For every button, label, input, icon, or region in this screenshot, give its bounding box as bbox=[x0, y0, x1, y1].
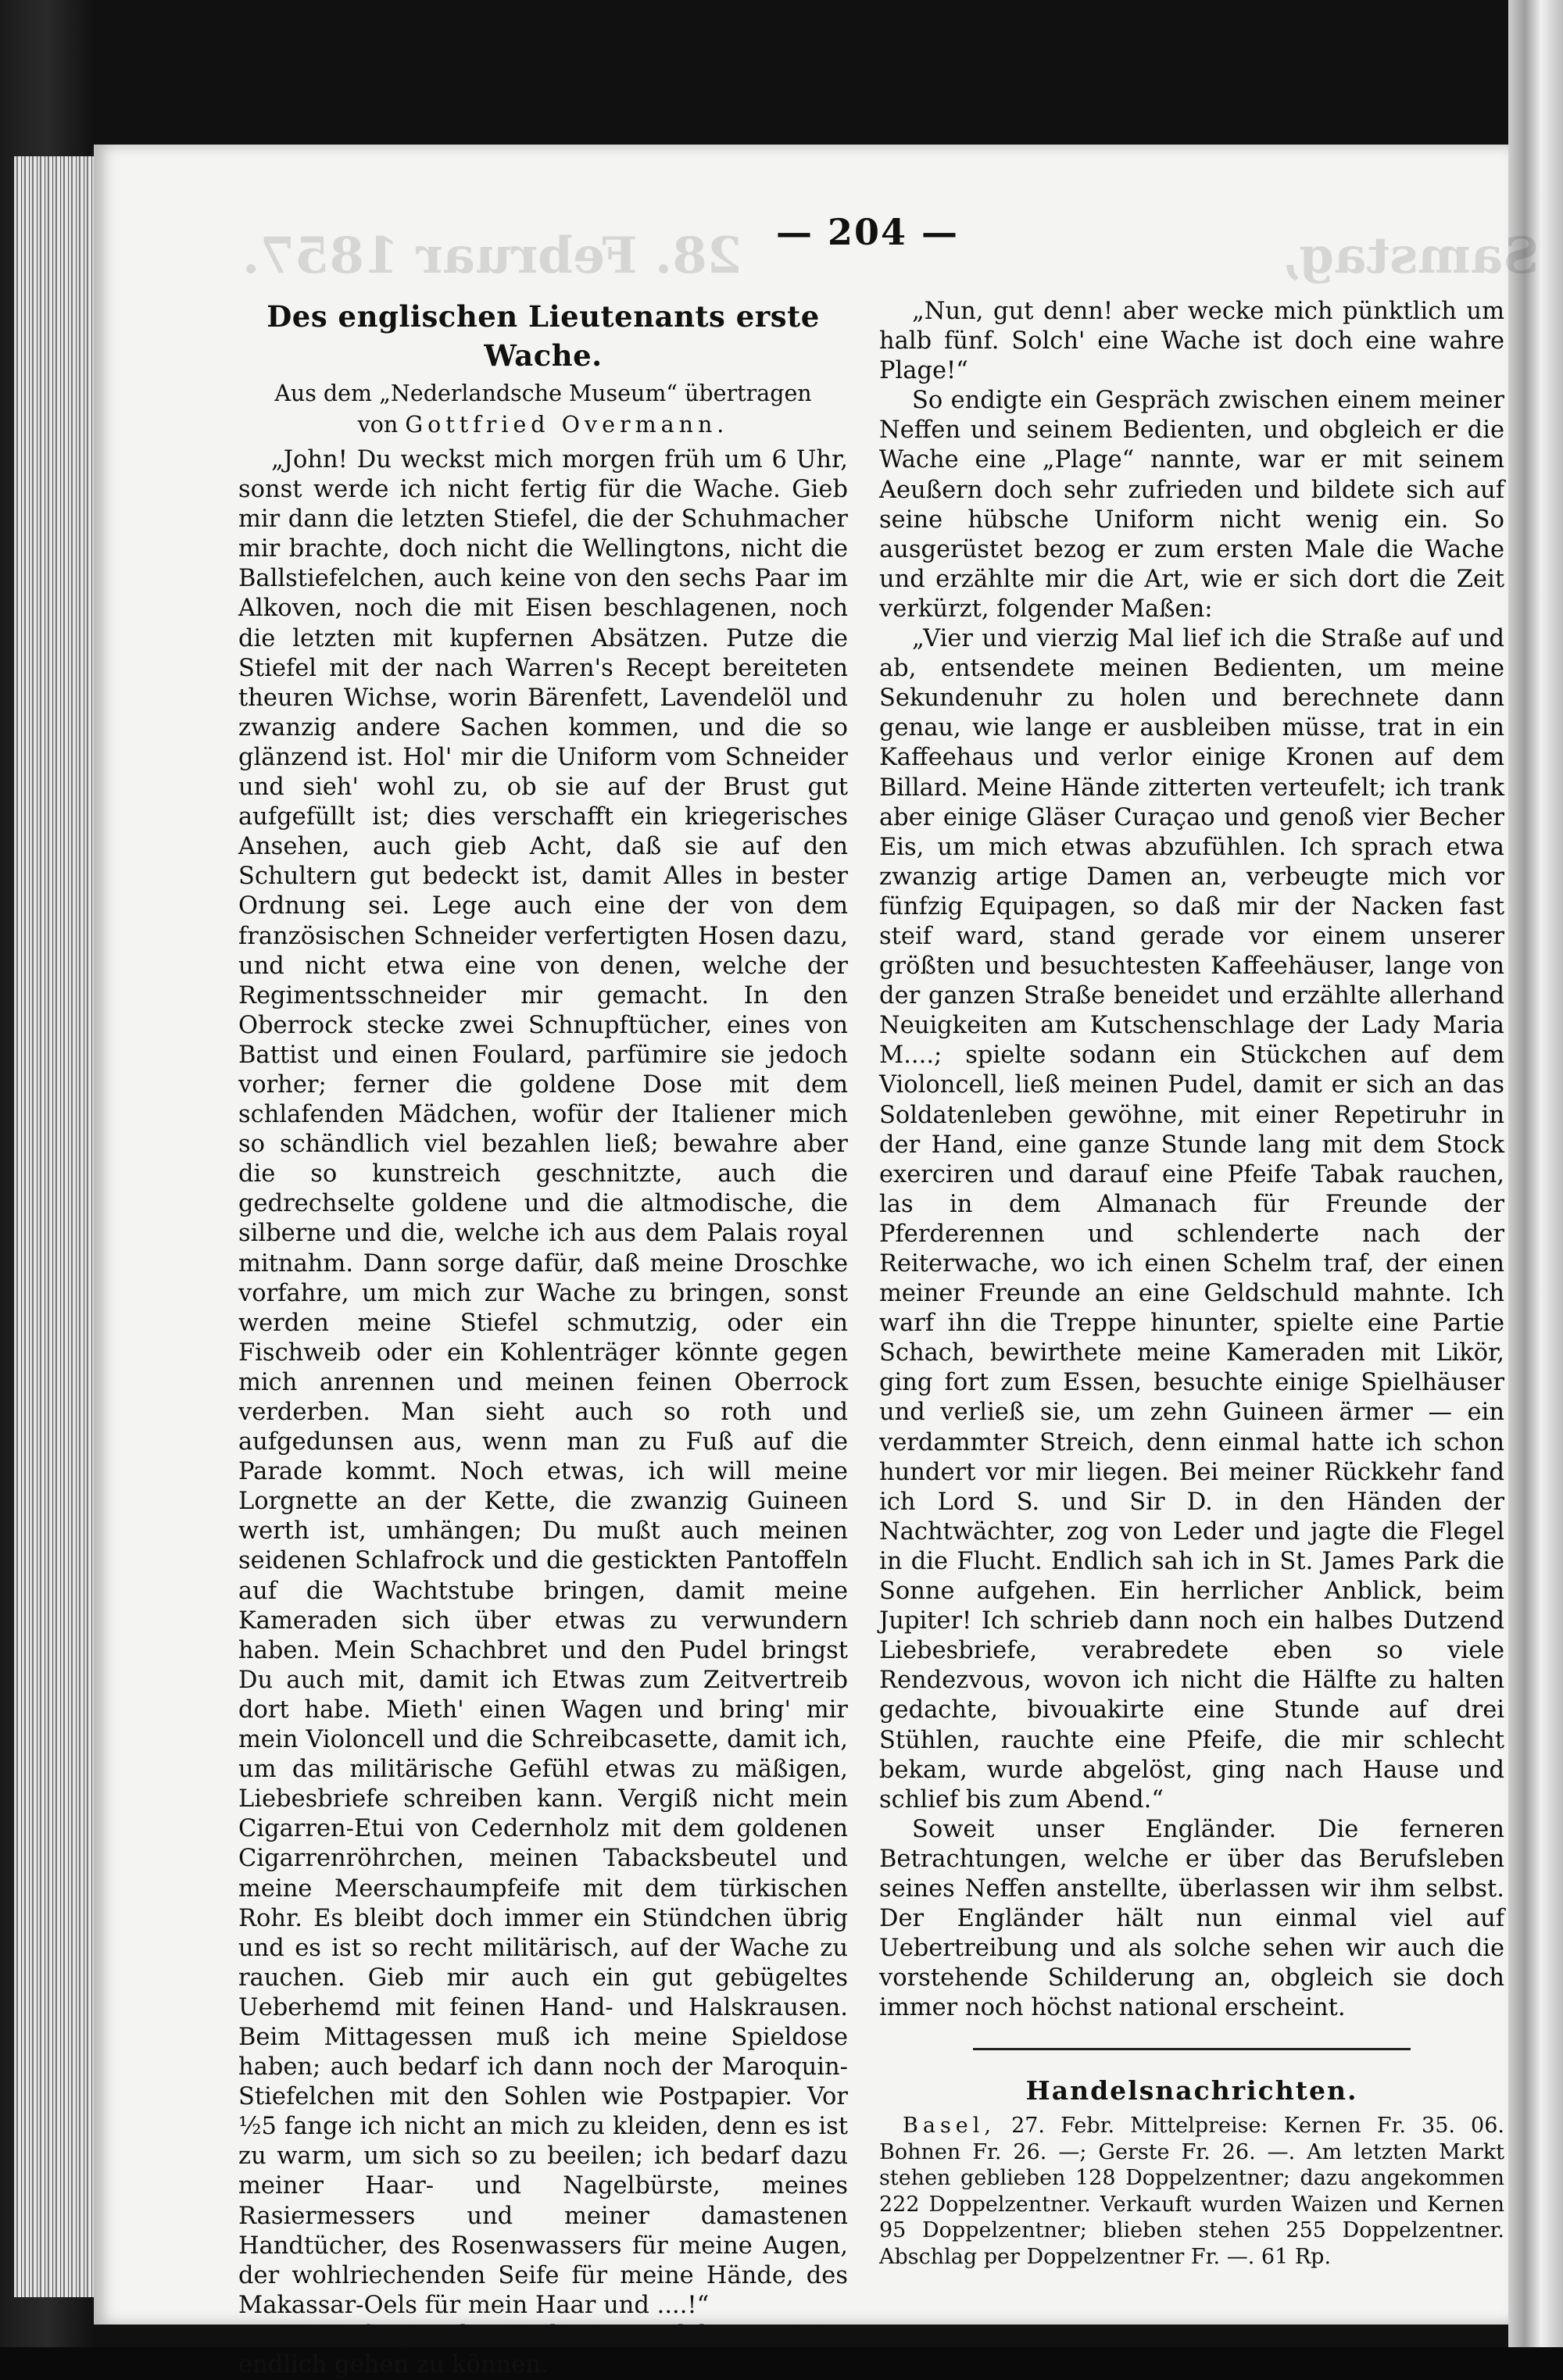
book-page-edges bbox=[14, 156, 100, 2297]
article-paragraph: „John! Du weckst mich morgen früh um 6 Uhr, sonst werde ich nicht fertig für die Wache. Gieb mir dann die letzten Stiefel, die der Schuhmacher mir brachte, doch nicht die Wellingtons, nicht die Ballstiefelchen, auch keine von den sechs Paar im Alkoven, noch die mit Eisen beschlagenen, noch die letzten mit kupfernen Absätzen. Putze die Stiefel mit der nach Warren's Recept bereiteten theuren Wichse, worin Bärenfett, Lavendelöl und zwanzig andere Sachen kommen, und die so glänzend ist. Hol' mir die Uniform vom Schneider und sieh' wohl zu, ob sie auf der Brust gut aufgefüllt ist; dies verschafft ein kriegerisches Ansehen, auch gieb Acht, daß sie auf den Schultern gut bedeckt ist, damit Alles in bester Ordnung sei. Lege auch eine der von dem französischen Schneider verfertigten Hosen dazu, und nicht etwa eine von denen, welche der Regimentsschneider mir gemacht. In den Oberrock stecke zwei Schnupftücher, eines von Battist und einen Foulard, parfümire sie jedoch vorher; ferner die goldene Dose mit dem schlafenden Mädchen, wofür der Italiener mich so schändlich viel bezahlen ließ; bewahre aber die so kunstreich geschnitzte, auch die gedrechselte goldene und die altmodische, die silberne und die, welche ich aus dem Palais royal mitnahm. Dann sorge dafür, daß meine Droschke vorfahre, um mich zur Wache zu bringen, sonst werden meine Stiefel schmutzig, oder ein Fischweib oder ein Kohlenträger könnte gegen mich anrennen und meinen feinen Oberrock verderben. Man sieht auch so roth und aufgedunsen aus, wenn man zu Fuß auf die Parade kommt. Noch etwas, ich will meine Lorgnette an der Kette, die zwanzig Guineen werth ist, umhängen; Du mußt auch meinen seidenen Schlafrock und die gestickten Pantoffeln auf die Wachtstube bringen, damit meine Kameraden sich über etwas zu verwundern haben. Mein Schachbret und den Pudel bringst Du auch mit, damit ich Etwas zum Zeitvertreib dort habe. Mieth' einen Wagen und bring' mir mein Violoncell und die Schreibcasette, damit ich, um das militärische Gefühl etwas zu mäßigen, Liebesbriefe schreiben kann. Vergiß nicht mein Cigarren-Etui von Cedernholz mit dem goldenen Cigarrenröhrchen, meinen Tabacksbeutel und meine Meerschaumpfeife mit dem türkischen Rohr. Es bleibt doch immer ein Stündchen übrig und es ist so recht militärisch, auf der Wache zu rauchen. Gieb mir auch ein gut gebügeltes Ueberhemd mit feinen Hand- und Halskrausen. Beim Mittagessen muß ich meine Spieldose haben; auch bedarf ich dann noch der Maroquin-Stiefelchen mit den Sohlen wie Postpapier. Vor ½5 fange ich nicht an mich zu kleiden, denn es ist zu warm, um sich so zu beeilen; ich bedarf dazu meiner Haar- und Nagelbürste, meines Rasiermessers und meiner damastenen Handtücher, des Rosenwassers für meine Augen, der wohlriechenden Seife für meine Hände, des Makassar-Oels für mein Haar und ....!“ bbox=[238, 446, 848, 2319]
right-column bbox=[879, 297, 1504, 2270]
translator-name: Gottfried Overmann. bbox=[405, 412, 729, 438]
article-paragraph: So endigte ein Gespräch zwischen einem meiner Neffen und seinem Bedienten, und obgleich er die Wache eine „Plage“ nannte, war er mit seinem Aeußern doch sehr zufrieden und bildete sich auf seine hübsche Uniform nicht wenig ein. So ausgerüstet bezog er zum ersten Male die Wache und erzählte mir die Art, wie er sich dort die Zeit verkürzt, folgender Maßen: bbox=[879, 387, 1504, 623]
article-subtitle: Aus dem „Nederlandsche Museum“ übertragen bbox=[274, 381, 812, 406]
bleed-through-text-left: 28. Februar 1857. bbox=[242, 227, 742, 285]
bleed-through-text-right: Samstag, bbox=[1282, 227, 1540, 285]
article-paragraph: Soweit unser Engländer. Die ferneren Betrachtungen, welche er über das Berufsleben seines Neffen anstellte, überlassen wir ihm selbst. Der Engländer hält nun einmal viel auf Uebertreibung und als solche sehen wir auch die vorstehende Schilderung an, obgleich sie doch immer noch höchst national erscheint. bbox=[879, 1815, 1504, 2022]
article-paragraph: „Sir?“ fragte der Bediente, welcher meinte, endlich gehen zu können. bbox=[238, 2321, 848, 2378]
section-divider bbox=[973, 2048, 1411, 2050]
article-translator bbox=[238, 409, 848, 441]
page-number: — 204 — bbox=[775, 211, 960, 253]
trade-news-heading: Handelsnachrichten. bbox=[1025, 2075, 1358, 2107]
translator-prefix: von bbox=[357, 412, 399, 438]
trade-news-entry bbox=[879, 2113, 1504, 2270]
left-column bbox=[238, 297, 848, 2380]
article-title: Des englischen Lieutenants erste Wache. bbox=[266, 299, 820, 373]
article-paragraph: „Nun, gut denn! aber wecke mich pünktlich um halb fünf. Solch' eine Wache ist doch eine wahre Plage!“ bbox=[879, 298, 1504, 385]
trade-news-text: 27. Febr. Mittelpreise: Kernen Fr. 35. 06. Bohnen Fr. 26. —; Gerste Fr. 26. —. Am letzten Markt stehen geblieben 128 Doppelzentner; dazu angekommen 222 Doppelzentner. Verkauft wurden Waizen und Kernen 95 Doppelzentner; blieben stehen 255 Doppelzentner. Abschlag per Doppelzentner Fr. —. 61 Rp. bbox=[879, 2114, 1505, 2269]
trade-news-city: Basel, bbox=[903, 2114, 996, 2139]
article-paragraph: „Vier und vierzig Mal lief ich die Straße auf und ab, entsendete meinen Bedienten, um meine Sekundenuhr zu holen und berechnete dann genau, wie lange er ausbleiben müsse, trat in ein Kaffeehaus und verlor einige Kronen auf dem Billard. Meine Hände zitterten verteufelt; ich trank aber einige Gläser Curaçao und genoß vier Becher Eis, um mich etwas abzufühlen. Ich sprach etwa zwanzig artige Damen an, verbeugte mich vor fünfzig Equipagen, so daß mir der Nacken fast steif ward, stand gerade vor einem unserer größten und besuchtesten Kaffeehäuser, lange von der ganzen Straße beneidet und erzählte allerhand Neuigkeiten am Kutschenschlage der Lady Maria M....; spielte sodann ein Stückchen auf dem Violoncell, ließ meinen Pudel, damit er sich an das Soldatenleben gewöhne, mit einer Repetiruhr in der Hand, eine ganze Stunde lang mit dem Stock exerciren und darauf eine Pfeife Tabak rauchen, las in dem Almanach für Freunde der Pferderennen und schlenderte nach der Reiterwache, wo ich einen Schelm traf, der einen meiner Freunde an eine Geldschuld mahnte. Ich warf ihn die Treppe hinunter, spielte eine Partie Schach, bewirthete meine Kameraden mit Likör, ging fort zum Essen, besuchte einige Spielhäuser und verließ sie, um zehn Guineen ärmer — ein verdammter Streich, denn einmal hatte ich schon hundert vor mir liegen. Bei meiner Rückkehr fand ich Lord S. und Sir D. in den Händen der Nachtwächter, zog von Leder und jagte die Flegel in die Flucht. Endlich sah ich in St. James Park die Sonne aufgehen. Ein herrlicher Anblick, beim Jupiter! Ich schrieb dann noch ein halbes Dutzend Liebesbriefe, verabredete eben so viele Rendezvous, wovon ich nicht die Hälfte zu halten gedachte, bivouakirte eine Stunde auf drei Stühlen, rauchte eine Pfeife, die mir schlecht bekam, wurde abgelöst, ging nach Hause und schlief bis zum Abend.“ bbox=[879, 625, 1504, 1814]
book-spine-edge bbox=[1508, 0, 1563, 2347]
